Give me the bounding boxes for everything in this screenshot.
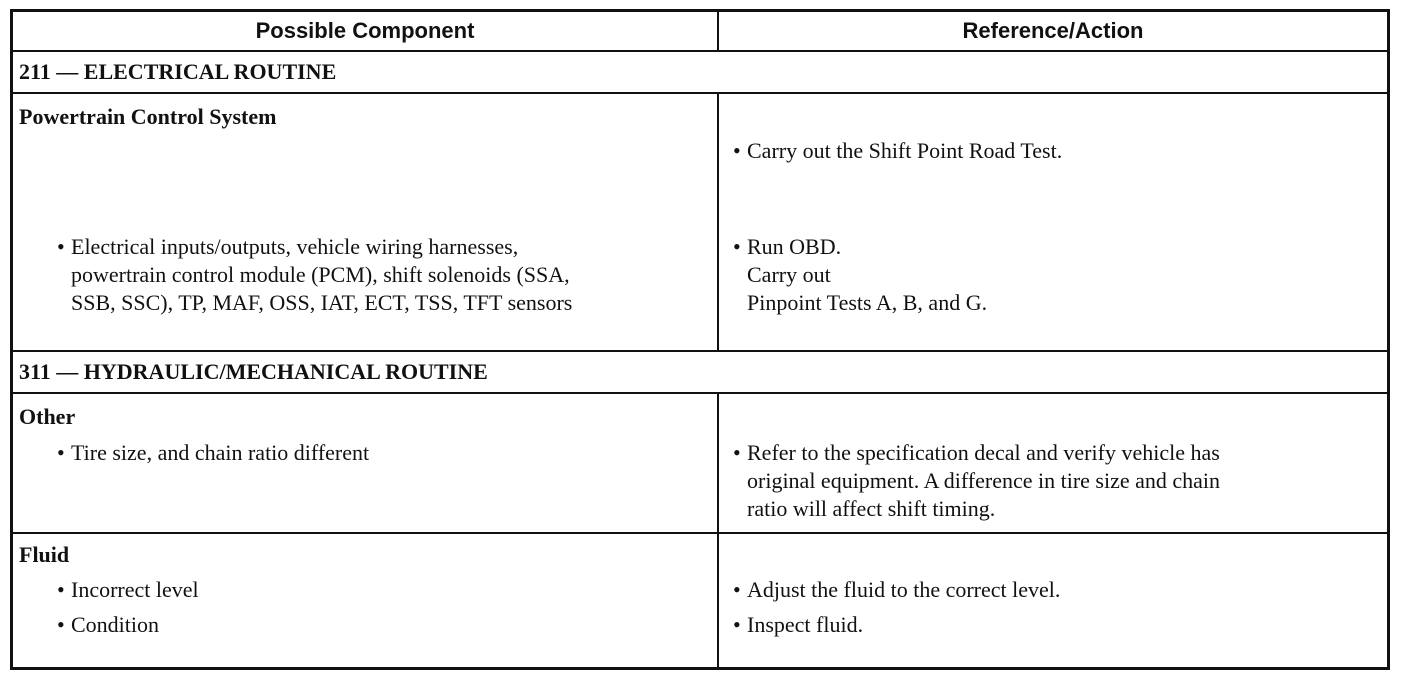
group-title-other: Other — [19, 404, 76, 429]
bullet-icon: • — [57, 234, 65, 259]
bullet-icon: • — [733, 440, 741, 465]
action-text: Adjust the fluid to the correct level. — [747, 577, 1061, 602]
component-text: Incorrect level — [71, 577, 199, 602]
header-row — [13, 12, 1387, 52]
powertrain-action-cell — [719, 94, 1387, 350]
powertrain-component-cell — [13, 94, 719, 350]
component-line: Electrical inputs/outputs, vehicle wiring harnesses, — [71, 234, 519, 259]
row-powertrain-control-system — [13, 94, 1387, 352]
group-title-powertrain: Powertrain Control System — [19, 104, 277, 129]
bullet-icon: • — [733, 612, 741, 637]
group-title-fluid: Fluid — [19, 542, 70, 567]
bullet-icon: • — [733, 234, 741, 259]
fluid-action-cell — [719, 534, 1387, 667]
component-line: powertrain control module (PCM), shift solenoids (SSA, — [71, 262, 570, 287]
section-hydraulic-mechanical-routine: 311 — HYDRAULIC/MECHANICAL ROUTINE — [13, 352, 1387, 394]
action-line: Refer to the specification decal and verify vehicle has — [747, 440, 1220, 465]
action-line: Carry out — [747, 262, 831, 287]
row-other — [13, 394, 1387, 534]
other-action-cell — [719, 394, 1387, 532]
header-possible-component: Possible Component — [13, 12, 719, 50]
other-component-cell — [13, 394, 719, 532]
diagnosis-table — [10, 9, 1390, 670]
action-line: Run OBD. — [747, 234, 842, 259]
action-text: Inspect fluid. — [747, 612, 864, 637]
fluid-component-cell — [13, 534, 719, 667]
action-line: original equipment. A difference in tire size and chain — [747, 468, 1221, 493]
action-line: ratio will affect shift timing. — [747, 496, 996, 521]
bullet-icon: • — [57, 577, 65, 602]
bullet-icon: • — [57, 612, 65, 637]
row-fluid — [13, 534, 1387, 667]
action-text: Carry out the Shift Point Road Test. — [747, 138, 1063, 163]
header-reference-action: Reference/Action — [962, 18, 1144, 43]
component-line: SSB, SSC), TP, MAF, OSS, IAT, ECT, TSS, TFT sensors — [71, 290, 573, 315]
bullet-icon: • — [57, 440, 65, 465]
bullet-icon: • — [733, 577, 741, 602]
action-line: Pinpoint Tests A, B, and G. — [747, 290, 988, 315]
section-electrical-routine: 211 — ELECTRICAL ROUTINE — [13, 52, 1387, 94]
bullet-icon: • — [733, 138, 741, 163]
component-text: Tire size, and chain ratio different — [71, 440, 370, 465]
component-text: Condition — [71, 612, 160, 637]
